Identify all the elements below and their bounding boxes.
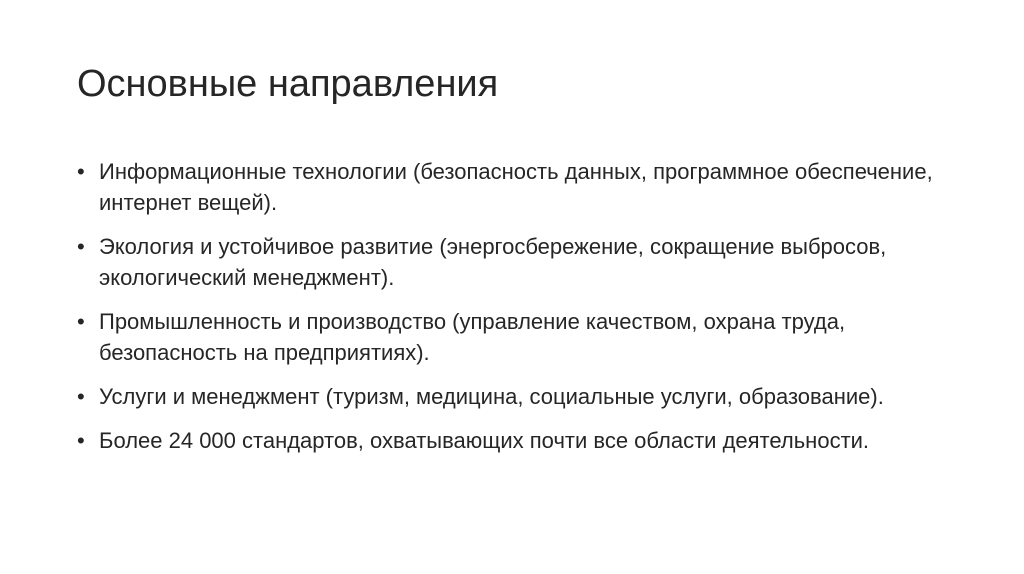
bullet-dot-icon: • [77,428,85,453]
bullet-list [77,156,957,469]
bullet-text: Промышленность и производство (управление качеством, охрана труда, безопасность на предприятиях). [99,309,846,365]
slide-title: Основные направления [77,63,499,105]
bullet-item [77,156,957,218]
bullet-item [77,306,957,368]
bullet-text: Услуги и менеджмент (туризм, медицина, социальные услуги, образование). [99,384,884,409]
bullet-dot-icon: • [77,309,85,334]
bullet-text: Экология и устойчивое развитие (энергосбережение, сокращение выбросов, экологический менеджмент). [99,234,887,290]
bullet-dot-icon: • [77,234,85,259]
bullet-item [77,425,957,456]
bullet-dot-icon: • [77,159,85,184]
bullet-item [77,231,957,293]
bullet-item [77,381,957,412]
bullet-dot-icon: • [77,384,85,409]
bullet-text: Более 24 000 стандартов, охватывающих почти все области деятельности. [99,428,870,453]
bullet-text: Информационные технологии (безопасность данных, программное обеспечение, интернет вещей). [99,159,933,215]
